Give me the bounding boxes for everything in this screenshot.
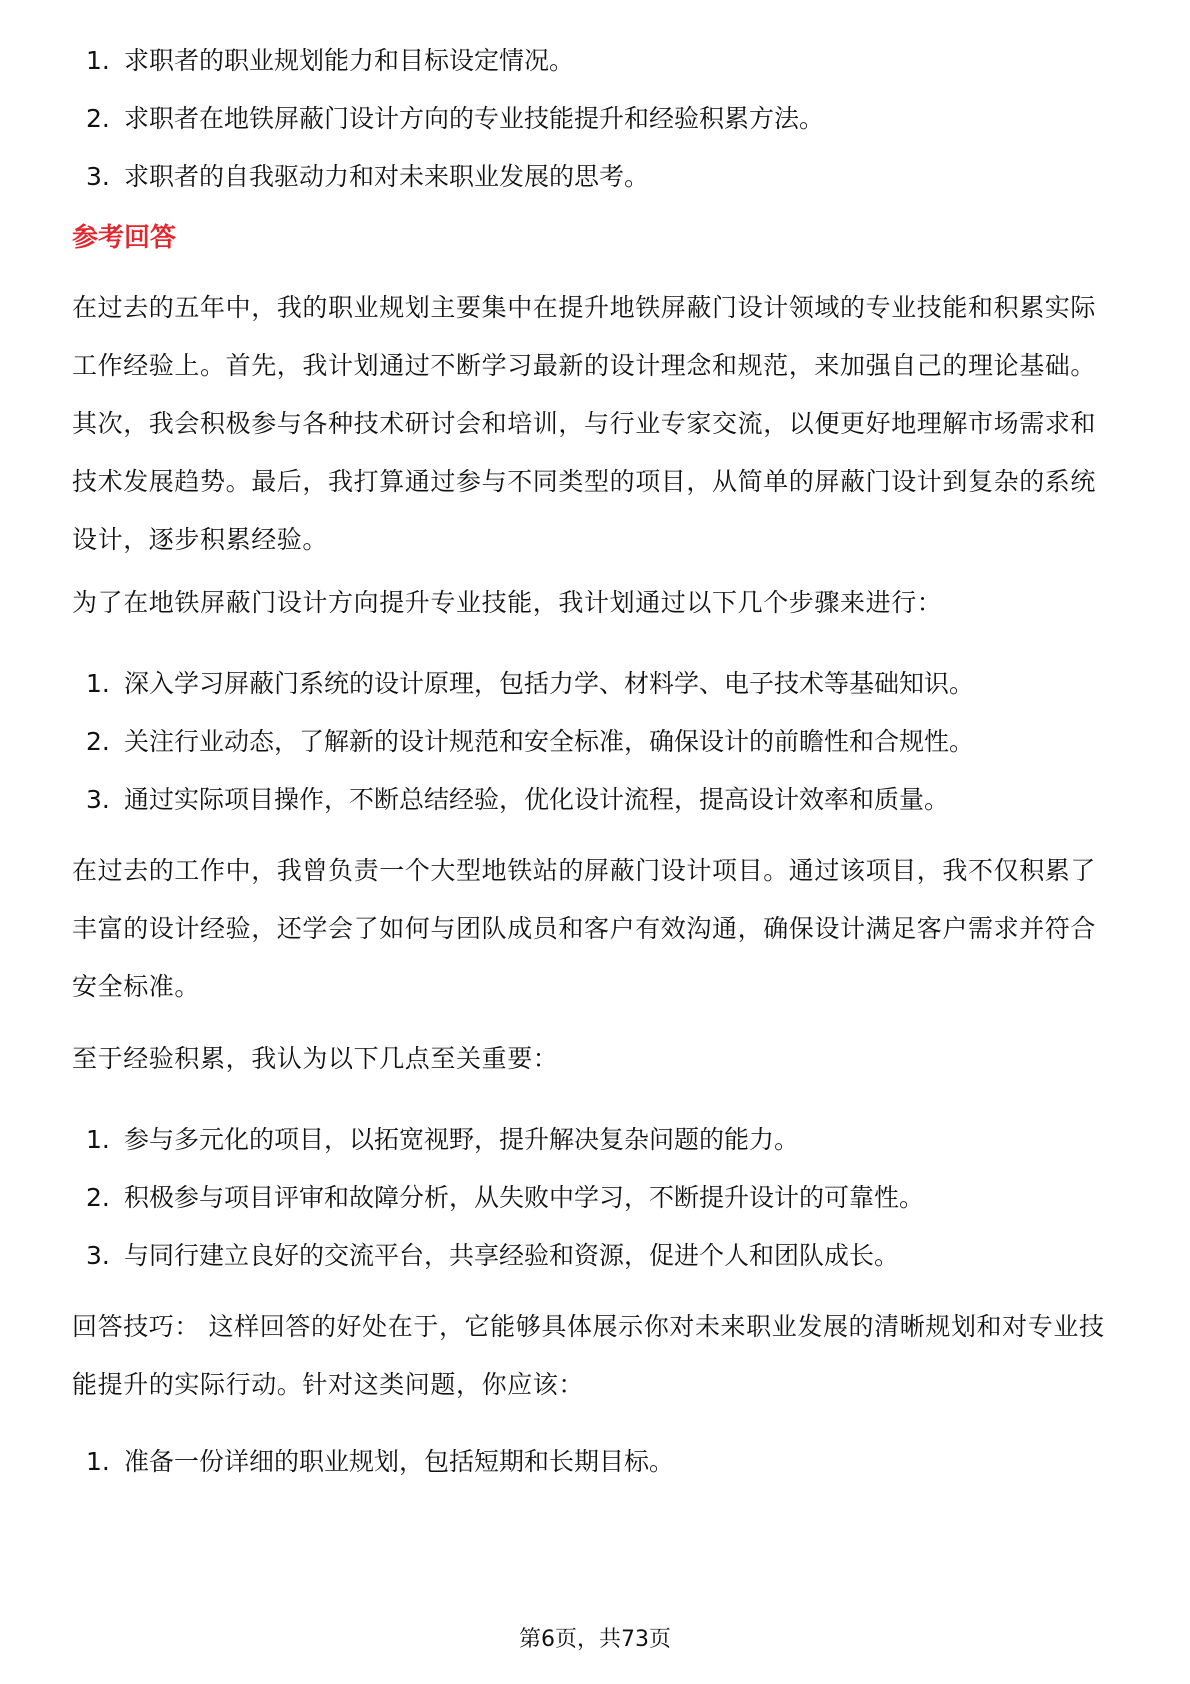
list-item-number: 2. [86, 1183, 110, 1212]
list-item-number: 1. [86, 1447, 110, 1476]
list-item-text: 与同行建立良好的交流平台，共享经验和资源，促进个人和团队成长。 [124, 1241, 900, 1270]
list-item-number: 3. [86, 1241, 110, 1270]
list-item-number: 1. [86, 46, 110, 75]
list-item-number: 1. [86, 669, 110, 698]
paragraph-skill-intro: 为了在地铁屏蔽门设计方向提升专业技能，我计划通过以下几个步骤来进行： [72, 588, 943, 617]
list-item-text: 准备一份详细的职业规划，包括短期和长期目标。 [124, 1447, 675, 1476]
reference-answer-heading: 参考回答 [72, 223, 177, 253]
list-item-number: 2. [86, 104, 110, 133]
list-item-number: 1. [86, 1125, 110, 1154]
list-item-text: 关注行业动态，了解新的设计规范和安全标准，确保设计的前瞻性和合规性。 [124, 727, 975, 756]
list-item-text: 积极参与项目评审和故障分析，从失败中学习，不断提升设计的可靠性。 [124, 1183, 925, 1212]
paragraph-answer-tips: 回答技巧： 这样回答的好处在于，它能够具体展示你对未来职业发展的清晰规划和对专业技能提升的实际行动。针对这类问题，你应该： [72, 1312, 1105, 1399]
page-number-footer: 第6页，共73页 [519, 1627, 671, 1652]
paragraph-experience-intro: 至于经验积累，我认为以下几点至关重要： [72, 1044, 559, 1073]
list-item-text: 求职者的自我驱动力和对未来职业发展的思考。 [124, 162, 650, 191]
list-item-text: 深入学习屏蔽门系统的设计原理，包括力学、材料学、电子技术等基础知识。 [124, 669, 975, 698]
list-item-text: 通过实际项目操作，不断总结经验，优化设计流程，提高设计效率和质量。 [124, 785, 950, 814]
list-item-text: 参与多元化的项目，以拓宽视野，提升解决复杂问题的能力。 [124, 1125, 800, 1154]
paragraph-career-plan: 在过去的五年中，我的职业规划主要集中在提升地铁屏蔽门设计领域的专业技能和积累实际工作经验上。首先，我计划通过不断学习最新的设计理念和规范，来加强自己的理论基础。其次，我会积极参与各种技术研讨会和培训，与行业专家交流，以便更好地理解市场需求和技术发展趋势。最后，我打算通过参与不同类型的项目，从简单的屏蔽门设计到复杂的系统设计，逐步积累经验。 [72, 293, 1097, 554]
list-item-number: 2. [86, 727, 110, 756]
list-item-number: 3. [86, 162, 110, 191]
list-item-text: 求职者的职业规划能力和目标设定情况。 [124, 46, 575, 75]
list-item-number: 3. [86, 785, 110, 814]
list-item-text: 求职者在地铁屏蔽门设计方向的专业技能提升和经验积累方法。 [124, 104, 825, 133]
paragraph-past-project: 在过去的工作中，我曾负责一个大型地铁站的屏蔽门设计项目。通过该项目，我不仅积累了丰富的设计经验，还学会了如何与团队成员和客户有效沟通，确保设计满足客户需求并符合安全标准。 [72, 856, 1097, 1001]
